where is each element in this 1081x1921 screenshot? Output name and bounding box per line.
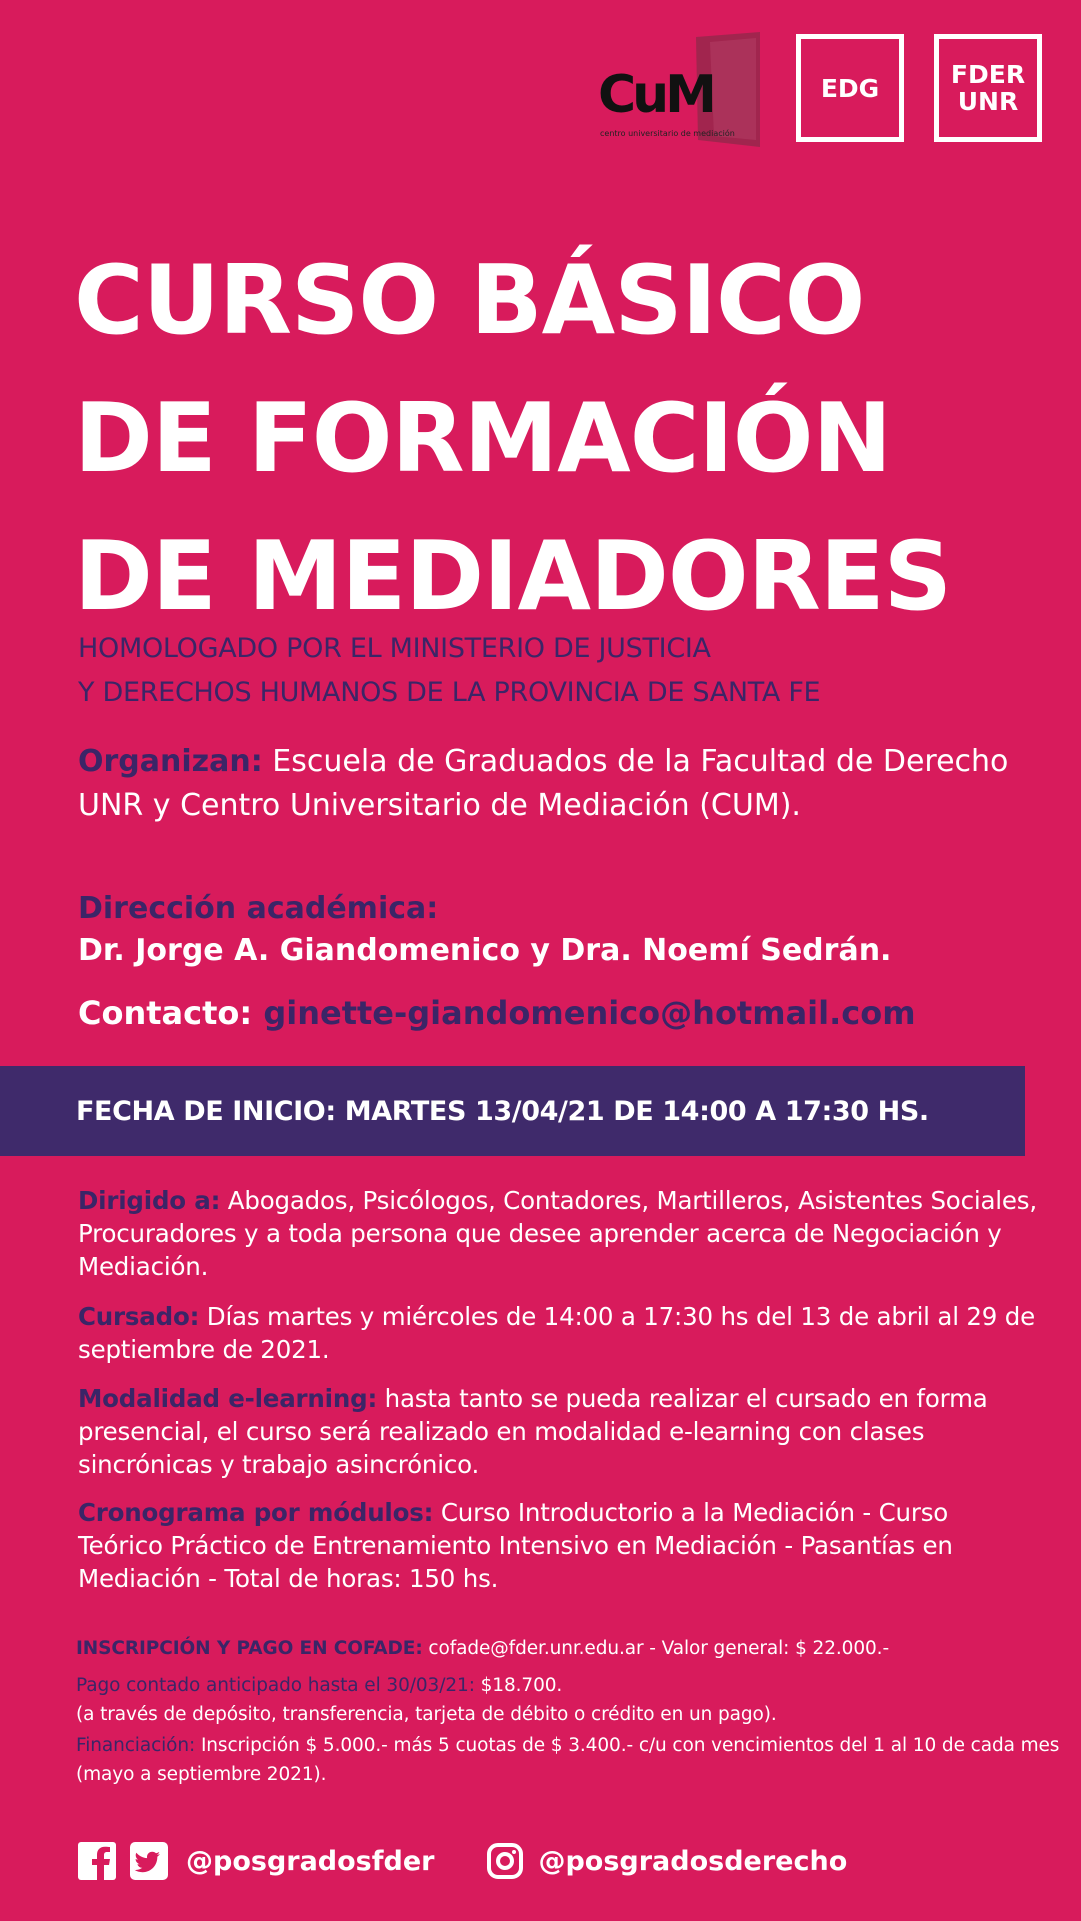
edg-logo — [796, 34, 904, 142]
start-date-text: FECHA DE INICIO: MARTES 13/04/21 DE 14:00 A 17:30 HS. — [76, 1095, 929, 1127]
organizers-section — [78, 740, 1038, 828]
modules-label: Cronograma por módulos: — [78, 1498, 434, 1527]
social-handle-posgradosderecho[interactable]: @posgradosderecho — [538, 1845, 848, 1877]
schedule-text: Días martes y miércoles de 14:00 a 17:30 hs del 13 de abril al 29 de septiembre de 2021. — [78, 1302, 1035, 1364]
audience-label: Dirigido a: — [78, 1186, 221, 1215]
cum-logo — [598, 32, 760, 147]
financing-label: Financiación: — [76, 1735, 196, 1756]
title-line-1: CURSO BÁSICO — [74, 246, 865, 356]
social-links — [78, 1838, 893, 1884]
modality-text: hasta tanto se pueda realizar el cursado en forma presencial, el curso será realizado en modalidad e-learning con clases sincrónicas y trabajo asincrónico. — [78, 1384, 988, 1479]
facebook-icon[interactable] — [78, 1842, 116, 1880]
subtitle — [78, 627, 1078, 715]
organizers-label: Organizan: — [78, 744, 263, 779]
advance-payment-line — [76, 1671, 1066, 1729]
fder-logo-line2: UNR — [957, 87, 1019, 116]
academic-direction-label: Dirección académica: — [78, 891, 439, 926]
registration-line — [76, 1634, 1066, 1663]
audience-section — [78, 1184, 1038, 1283]
start-date-banner — [0, 1066, 1025, 1156]
schedule-label: Cursado: — [78, 1302, 200, 1331]
title-line-3: DE MEDIADORES — [74, 522, 952, 632]
organizers-text: Escuela de Graduados de la Facultad de Derecho UNR y Centro Universitario de Mediación (CUM). — [78, 744, 1009, 823]
cum-logo-subtext: centro universitario de mediación — [600, 129, 735, 138]
cum-logo-text: CuM — [598, 65, 713, 125]
contact-email-link[interactable]: ginette-giandomenico@hotmail.com — [263, 994, 916, 1032]
advance-payment-note: (a través de depósito, transferencia, tarjeta de débito o crédito en un pago). — [76, 1704, 777, 1725]
advance-payment-label: Pago contado anticipado hasta el 30/03/21: — [76, 1675, 475, 1696]
financing-line — [76, 1731, 1066, 1789]
fder-logo-line1: FDER — [950, 60, 1026, 89]
subtitle-line-2: Y DERECHOS HUMANOS DE LA PROVINCIA DE SANTA FE — [78, 677, 821, 708]
financing-text: Inscripción $ 5.000.- más 5 cuotas de $ 3.400.- c/u con vencimientos del 1 al 10 de cada mes (mayo a septiembre 2021). — [76, 1735, 1060, 1785]
registration-text[interactable]: cofade@fder.unr.edu.ar - Valor general: $ 22.000.- — [428, 1638, 890, 1659]
advance-payment-value: $18.700. — [480, 1675, 563, 1696]
registration-label: INSCRIPCIÓN Y PAGO EN COFADE: — [76, 1638, 423, 1659]
academic-direction-section — [78, 888, 1078, 972]
social-handle-posgradosfder[interactable]: @posgradosfder — [186, 1845, 435, 1877]
contact-label: Contacto: — [78, 994, 253, 1032]
schedule-section — [78, 1300, 1038, 1366]
page-title — [74, 232, 1074, 646]
modules-section — [78, 1496, 1038, 1595]
modality-label: Modalidad e-learning: — [78, 1384, 378, 1413]
fder-unr-logo — [934, 34, 1042, 142]
modules-text: Curso Introductorio a la Mediación - Curso Teórico Práctico de Entrenamiento Intensivo en Mediación - Pasantías en Mediación - Total de horas: 150 hs. — [78, 1498, 953, 1593]
academic-direction-names: Dr. Jorge A. Giandomenico y Dra. Noemí Sedrán. — [78, 933, 892, 968]
subtitle-line-1: HOMOLOGADO POR EL MINISTERIO DE JUSTICIA — [78, 633, 711, 664]
instagram-icon[interactable] — [486, 1842, 524, 1880]
title-line-2: DE FORMACIÓN — [74, 384, 892, 494]
twitter-icon[interactable] — [130, 1842, 168, 1880]
edg-logo-text: EDG — [820, 73, 880, 103]
contact-section — [78, 991, 1078, 1035]
audience-text: Abogados, Psicólogos, Contadores, Martilleros, Asistentes Sociales, Procuradores y a toda persona que desee aprender acerca de Negociación y Mediación. — [78, 1186, 1037, 1281]
modality-section — [78, 1382, 1038, 1481]
